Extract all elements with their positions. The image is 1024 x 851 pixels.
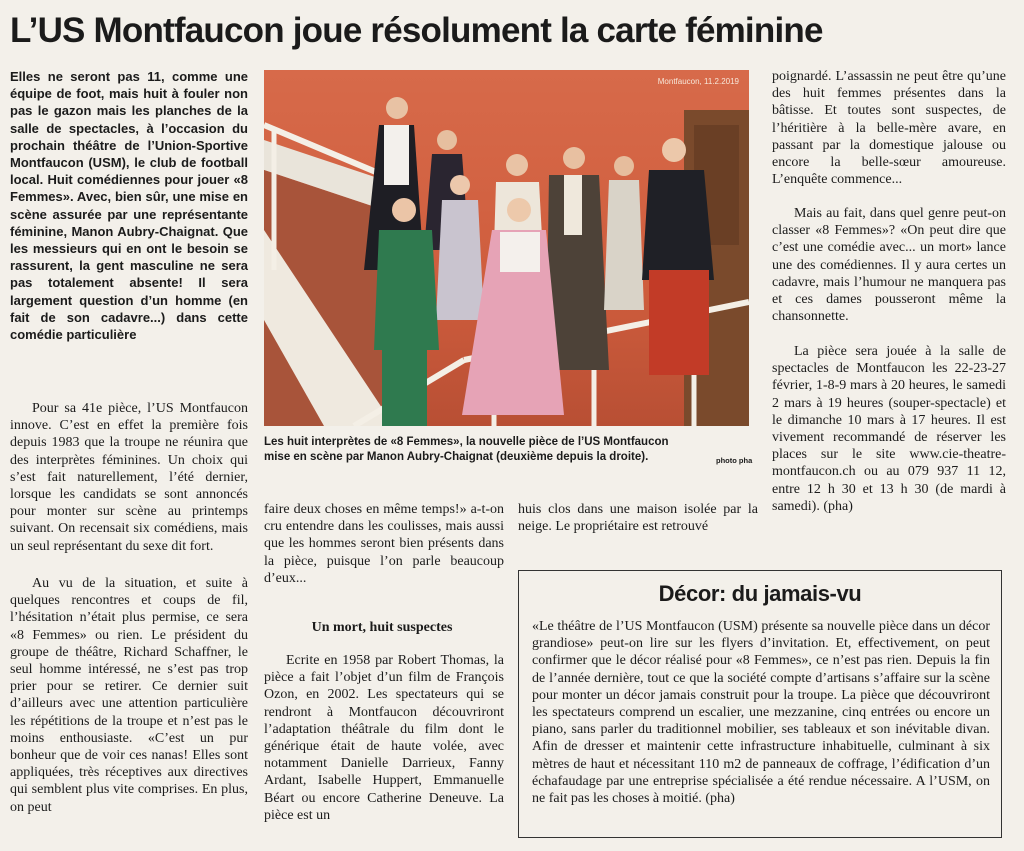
column-3-paragraph-1: huis clos dans une maison isolée par la neige. Le propriétaire est retrouvé xyxy=(518,502,758,535)
photo-date-stamp: Montfaucon, 11.2.2019 xyxy=(657,77,739,86)
column-2-paragraph-1: faire deux choses en même temps!» a-t-on cru entendre dans les coulisses, mais aussi que les hommes seront bien présents dans la pièce, puisque l’on parle beaucoup d’eux... xyxy=(264,502,504,586)
column-2-paragraph-2: Ecrite en 1958 par Robert Thomas, la pièce a fait l’objet d’un film de François Ozon, en 2002. Les spectateurs qui se rendront à Montfaucon découvriront l’adaptation théâtrale du film dont le générique était de haute volée, avec notamment Danielle Darrieux, Fanny Ardant, Isabelle Huppert, Emmanuelle Béart ou encore Catherine Deneuve. La pièce est un xyxy=(264,653,504,823)
cast-photo-illustration xyxy=(264,70,749,426)
column-4-paragraph-3: La pièce sera jouée à la salle de spectacles de Montfaucon les 22-23-27 février, 1-8-9 mars à 20 heures, le samedi 2 mars à 19 heures (souper-spectacle) et le dimanche 10 mars à 17 heures. Il est vivement recommandé de réserver les places sur le site www.cie-theatre-montfaucon.ch ou au 079 937 11 12, entre 12 h 30 et 13 h 30 (de mardi à samedi). (pha) xyxy=(772,344,1006,514)
decor-box-text: «Le théâtre de l’US Montfaucon (USM) présente sa nouvelle pièce dans un décor grandiose» peut-on lire sur les flyers d’invitation. Et, effectivement, on peut confirmer que le décor réalisé pour «8 Femmes», ce n’est pas rien. Depuis la fin de l’année dernière, tout ce que la société compte d’artisans s’affaire sur la scène pour monter un décor jamais construit pour la troupe. La pièce que découvriront les spectateurs comprend un escalier, une mezzanine, cinq entrées ou encore un piano, sans parler du traditionnel mobilier, ses tableaux et son inévitable divan. Afin de dresser et maintenir cette infrastructure inhabituelle, culminant à six mètres de haut et nécessitant 110 m2 de panneaux de coffrage, l’édification d’un échafaudage par une entreprise spécialisée a été rendue nécessaire. A l’USM, on ne fait pas les choses à moitié. (pha) xyxy=(532,619,990,807)
decor-sidebar-box xyxy=(518,570,1002,838)
column-1-paragraph-1: Pour sa 41e pièce, l’US Montfaucon innove. C’est en effet la première fois depuis 1983 que la troupe ne réunira que des interprètes féminines. Un choix qui s’est fait naturellement, l’été dernier, lorsque les candidats se sont annoncés pour monter sur scène au printemps suivant. On recensait six comédiens, mais un seul représentant du sexe dit fort. xyxy=(10,401,248,554)
photo-caption: Les huit interprètes de «8 Femmes», la nouvelle pièce de l’US Montfaucon mise en scène par Manon Aubry-Chaignat (deuxième depuis la droite). xyxy=(264,436,669,463)
column-4-paragraph-1: poignardé. L’assassin ne peut être qu’une des huit femmes présentes dans la bâtisse. Et toutes sont suspectes, de l’héritière à la belle-mère avare, en passant par la domestique jalouse ou encore la belle-sœur amoureuse. L’enquête commence... xyxy=(772,69,1006,188)
photo-credit: photo pha xyxy=(716,456,753,465)
column-4-paragraph-2: Mais au fait, dans quel genre peut-on classer «8 Femmes»? «On peut dire que c’est une comédie avec... un mort» lance une des comédiennes. Il y aura certes un cadavre, mais l’humour ne manquera pas et ces dames pousseront même la chansonnette. xyxy=(772,206,1006,325)
article-lead: Elles ne seront pas 11, comme une équipe de foot, mais huit à fouler non pas le gazon mais les planches de la salle de spectacles, à l’occasion du prochain théâtre de l’Union-Sportive Montfaucon (USM), le club de football local. Huit comédiennes pour jouer «8 Femmes». Avec, bien sûr, une mise en scène assurée par une représentante féminine, Manon Aubry-Chaignat. Que les messieurs qui en ont le besoin se rassurent, la gent masculine ne sera pas totalement absente! Il sera largement question d’un homme (en fait de son cadavre...) dans cette comédie particulière xyxy=(10,69,248,343)
column-1-paragraph-2: Au vu de la situation, et suite à quelques rencontres et coups de fil, l’hésitation n’était plus permise, ce sera «8 Femmes» ou rien. Le président du groupe de théâtre, Richard Schaffner, le seul homme intéressé, ne s’est pas trop prier pour se retirer. Ce dernier suit d’ailleurs avec une attention particulière les répétitions de la troupe et n’est pas le moins enthousiaste. «C’est un pur bonheur que de voir ces nanas! Elles sont appliquées, très réceptives aux directives qui semblent plus vite comprises. En plus, on peut xyxy=(10,576,248,815)
decor-box-title: Décor: du jamais-vu xyxy=(658,581,862,606)
cast-photo xyxy=(264,70,749,426)
article-subhead: Un mort, huit suspectes xyxy=(311,620,453,635)
article-headline: L’US Montfaucon joue résolument la carte féminine xyxy=(10,11,823,50)
